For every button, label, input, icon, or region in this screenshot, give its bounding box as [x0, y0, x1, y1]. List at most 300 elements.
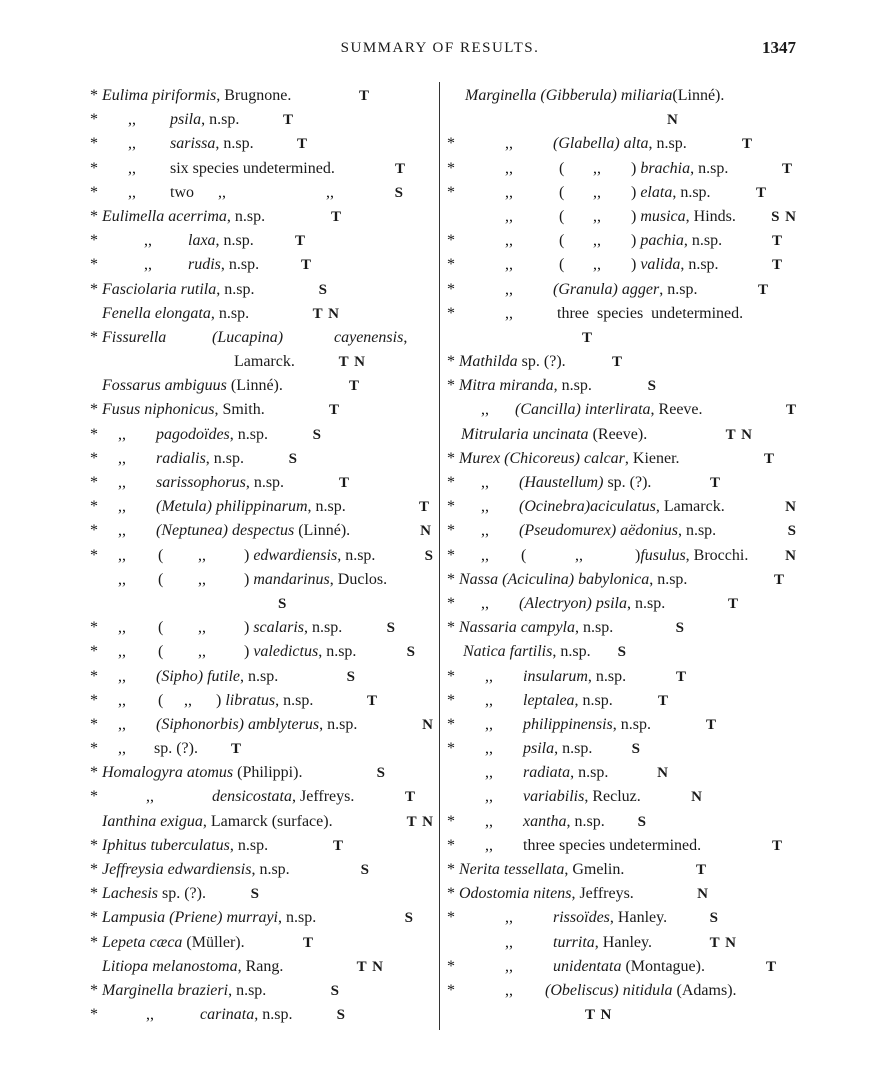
ditto-mark: ,,: [485, 691, 493, 709]
entry: [88, 955, 434, 979]
ditto-mark: ,,: [575, 546, 583, 564]
subgenus-name: (Pseudomurex): [519, 522, 617, 540]
entry: [445, 689, 797, 713]
entry-text: sp. (?).: [154, 740, 198, 758]
new-species-marker: *: [447, 691, 455, 709]
entry: [88, 229, 434, 253]
subgenus-name: (Priene): [169, 909, 223, 927]
authority: (Linné).: [294, 522, 351, 540]
authority: Lamarck.: [234, 353, 295, 371]
locality-flag: T: [773, 571, 785, 588]
locality-flag: N: [691, 789, 703, 806]
entry: [88, 181, 434, 205]
locality-flag: S: [318, 281, 328, 298]
species-name: rissoïdes: [553, 909, 610, 927]
locality-flag: T: [296, 136, 308, 153]
entry: [445, 84, 797, 108]
paren-close: ): [244, 546, 250, 564]
ditto-mark: ,,: [505, 232, 513, 250]
new-species-marker: *: [90, 207, 98, 225]
entry: [88, 931, 434, 955]
entry: [88, 278, 434, 302]
species-name: Fenella elongata: [102, 304, 211, 322]
authority: , Hinds.: [685, 207, 736, 225]
authority: , n.sp.: [575, 619, 614, 637]
new-species-marker: *: [90, 715, 98, 733]
new-species-marker: *: [447, 909, 455, 927]
entry: [88, 906, 434, 930]
new-species-marker: *: [90, 764, 98, 782]
new-species-marker: *: [90, 981, 98, 999]
entry: [445, 423, 797, 447]
genus-name: Fissurella: [102, 328, 167, 346]
entry: [445, 955, 797, 979]
authority: , Smith.: [214, 401, 265, 419]
new-species-marker: *: [447, 232, 455, 250]
genus-name: Nassa: [459, 570, 499, 588]
new-species-marker: *: [90, 691, 98, 709]
ditto-mark: ,,: [198, 570, 206, 588]
running-title: SUMMARY OF RESULTS.: [340, 40, 540, 56]
species-name: cayenensis: [334, 328, 404, 346]
locality-flag: S: [346, 668, 356, 685]
species-name: musica: [640, 207, 686, 225]
species-name: nitidula: [622, 981, 673, 999]
paren-close: ): [244, 643, 250, 661]
ditto-mark: ,,: [144, 256, 152, 274]
subgenus-name: (Aciculina): [502, 570, 575, 588]
species-name: xantha: [523, 812, 567, 830]
new-species-marker: *: [90, 909, 98, 927]
entry-continuation: [445, 326, 797, 350]
locality-flag: S: [250, 886, 260, 903]
locality-flag: S N: [771, 208, 797, 225]
entry: [88, 374, 434, 398]
authority: , n.sp.: [216, 280, 255, 298]
paren-open: (: [559, 159, 565, 177]
authority: (Linné).: [226, 377, 283, 395]
entry: [445, 229, 797, 253]
entry: [445, 810, 797, 834]
species-name: Marginella brazieri: [102, 981, 229, 999]
entry: [88, 810, 434, 834]
entry: [88, 858, 434, 882]
authority: , n.sp.: [240, 667, 279, 685]
ditto-mark: ,,: [198, 546, 206, 564]
authority: , n.sp.: [228, 981, 267, 999]
locality-flag: S: [637, 813, 647, 830]
entry: [88, 253, 434, 277]
authority: , Rang.: [237, 957, 284, 975]
new-species-marker: *: [447, 135, 455, 153]
species-name: sarissophorus: [156, 474, 246, 491]
authority: , n.sp.: [552, 643, 591, 661]
entry: [445, 519, 797, 543]
paren-open: (: [158, 691, 164, 709]
paren-open: (: [521, 546, 527, 564]
locality-flag: T: [394, 160, 406, 177]
ditto-mark: ,,: [481, 498, 489, 516]
locality-flag: S: [278, 595, 287, 612]
authority: , n.sp.: [229, 836, 269, 854]
locality-flag: T: [705, 716, 717, 733]
new-species-marker: *: [90, 135, 98, 153]
locality-flag: S: [617, 644, 627, 661]
authority: (Adams).: [672, 981, 737, 999]
authority: , Jeffreys.: [571, 885, 634, 903]
ditto-mark: ,,: [118, 570, 126, 588]
species-name: futile: [207, 667, 240, 685]
new-species-marker: *: [447, 546, 455, 564]
authority: , Brocchi.: [685, 546, 749, 564]
authority: , n.sp.: [553, 377, 592, 395]
new-species-marker: *: [90, 425, 98, 443]
authority: , n.sp.: [319, 715, 358, 733]
locality-flag: T N: [709, 934, 737, 951]
entry: [445, 834, 797, 858]
authority: , n.sp.: [683, 232, 723, 250]
locality-flag: S: [376, 765, 386, 782]
species-name: aciculatus: [590, 498, 656, 516]
subgenus-name: (Granula): [553, 280, 618, 298]
ditto-mark: ,,: [505, 933, 513, 951]
locality-flag: S: [336, 1007, 346, 1024]
authority: , n.sp.: [648, 135, 687, 153]
locality-flag: S: [288, 450, 298, 467]
entry: [445, 761, 797, 785]
entry: [88, 495, 434, 519]
species-name: Mitra miranda: [459, 377, 554, 395]
locality-flag: T N: [312, 305, 340, 322]
new-species-marker: *: [447, 957, 455, 975]
entry: [445, 350, 797, 374]
paren-close: ): [631, 159, 637, 177]
species-name: Litiopa melanostoma: [102, 957, 238, 975]
locality-flag: T: [366, 692, 378, 709]
ditto-mark: ,,: [485, 812, 493, 830]
entry: [88, 665, 434, 689]
authority: , Lamarck.: [655, 498, 725, 516]
ditto-mark: ,,: [485, 764, 493, 782]
entry: [445, 665, 797, 689]
subgenus-name: (Cancilla): [515, 401, 581, 419]
entry: [88, 544, 434, 568]
entry: [445, 205, 797, 229]
new-species-marker: *: [90, 232, 98, 250]
entry: [88, 157, 434, 181]
ditto-mark: ,,: [118, 546, 126, 564]
new-species-marker: *: [447, 715, 455, 733]
species-name: aëdonius: [620, 522, 678, 540]
entry: [88, 689, 434, 713]
ditto-mark: ,,: [118, 691, 126, 709]
authority: , n.sp.: [659, 280, 698, 298]
entry: [88, 132, 434, 156]
new-species-marker: *: [90, 788, 98, 806]
entry: [88, 785, 434, 809]
entry: [445, 979, 797, 1003]
locality-flag: S: [386, 620, 396, 637]
authority: , Lamarck (surface).: [202, 812, 333, 830]
new-species-marker: *: [447, 836, 455, 854]
locality-flag: N: [422, 716, 434, 733]
ditto-mark: ,,: [481, 594, 489, 612]
entry: [88, 1003, 434, 1027]
authority: , n.sp.: [307, 498, 346, 516]
entry: [88, 471, 434, 495]
ditto-mark: ,,: [218, 183, 226, 201]
authority: , Duclos.: [329, 570, 388, 588]
locality-flag: T: [741, 136, 753, 153]
ditto-mark: ,,: [481, 522, 489, 540]
species-name: miliaria: [620, 87, 673, 104]
entry: [88, 834, 434, 858]
authority: , Hanley.: [594, 933, 652, 951]
locality-flag: S: [787, 523, 797, 540]
new-species-marker: *: [90, 522, 98, 540]
ditto-mark: ,,: [505, 957, 513, 975]
entry-continuation: [88, 350, 434, 374]
column-divider: [439, 82, 440, 1030]
species-name: fusulus: [640, 546, 686, 564]
entry: [445, 858, 797, 882]
species-name: densicostata: [212, 788, 292, 806]
locality-flag: T: [358, 88, 370, 104]
entry: [445, 495, 797, 519]
subgenus-name: (Gibberula): [540, 87, 617, 104]
species-name: elata: [640, 183, 673, 201]
new-species-marker: *: [90, 474, 98, 491]
new-species-marker: *: [90, 183, 98, 201]
locality-flag: S: [709, 910, 719, 927]
new-species-marker: *: [447, 522, 455, 540]
authority: , n.sp.: [587, 667, 627, 685]
entry-text: three species undetermined.: [557, 304, 744, 322]
entry: [445, 640, 797, 664]
ditto-mark: ,,: [481, 546, 489, 564]
entry: [445, 785, 797, 809]
locality-flag: T: [771, 233, 783, 250]
authority: , n.sp.: [680, 256, 719, 274]
species-name: unidentata: [553, 957, 622, 975]
locality-flag: T: [611, 354, 623, 371]
authority: , n.sp.: [304, 619, 343, 637]
species-name: leptalea: [523, 691, 575, 709]
authority: sp. (?).: [517, 353, 566, 371]
species-name: Lachesis: [102, 885, 158, 903]
entry: [88, 302, 434, 326]
species-name: murrayi: [226, 909, 278, 927]
locality-flag: T: [300, 257, 312, 274]
species-name: radialis: [156, 449, 206, 467]
authority: , n.sp.: [215, 232, 254, 250]
locality-flag: S: [675, 620, 685, 637]
authority: , n.sp.: [215, 135, 254, 153]
ditto-mark: ,,: [485, 740, 493, 758]
authority: , Gmelin.: [564, 861, 625, 878]
species-name: turrita: [553, 933, 595, 951]
authority: , n.sp.: [566, 812, 605, 830]
species-name: variabilis: [523, 788, 585, 806]
locality-flag: T: [755, 184, 767, 201]
authority: , n.sp.: [318, 643, 357, 661]
ditto-mark: ,,: [128, 111, 136, 129]
locality-flag: S: [312, 426, 322, 443]
entry: [445, 253, 797, 277]
species-name: radiata: [523, 764, 571, 782]
locality-flag: T N: [406, 813, 434, 830]
new-species-marker: *: [447, 353, 455, 371]
new-species-marker: *: [447, 449, 455, 467]
paren-close: ): [635, 546, 641, 564]
entry: [88, 737, 434, 761]
new-species-marker: *: [90, 401, 98, 419]
subgenus-name: (Lucapina): [212, 328, 284, 346]
entry: [88, 979, 434, 1003]
locality-flag: N: [785, 547, 797, 564]
entry: [88, 108, 434, 132]
entry: [445, 568, 797, 592]
locality-flag: T N: [338, 354, 366, 371]
locality-flag: S: [330, 982, 340, 999]
locality-flag: T: [230, 741, 242, 758]
ditto-mark: ,,: [505, 304, 513, 322]
species-name: Ianthina exigua: [102, 812, 203, 830]
locality-flag: N: [657, 765, 669, 782]
locality-flag: S: [647, 378, 657, 395]
subgenus-name: (Alectryon): [519, 594, 592, 612]
ditto-mark: ,,: [128, 183, 136, 201]
ditto-mark: ,,: [118, 740, 126, 758]
new-species-marker: *: [90, 619, 98, 637]
species-name: rudis: [188, 256, 221, 274]
authority: , n.sp.: [226, 207, 266, 225]
authority: , n.sp.: [205, 449, 245, 467]
new-species-marker: *: [90, 885, 98, 903]
entry: [88, 568, 434, 592]
new-species-marker: *: [90, 933, 98, 951]
ditto-mark: ,,: [118, 474, 126, 491]
locality-flag: T: [282, 112, 294, 129]
species-name: Eulima piriformis: [102, 87, 217, 104]
species-name: babylonica: [578, 570, 650, 588]
locality-flag: T: [757, 281, 769, 298]
new-species-marker: *: [447, 280, 455, 298]
new-species-marker: *: [90, 740, 98, 758]
ditto-mark: ,,: [198, 619, 206, 637]
new-species-marker: *: [447, 981, 455, 999]
authority: , n.sp.: [229, 425, 269, 443]
authority: , Reeve.: [650, 401, 703, 419]
ditto-mark: ,,: [481, 474, 489, 491]
species-name: Fasciolaria rutila: [102, 280, 217, 298]
species-name: scalaris: [253, 619, 304, 637]
entry: [445, 737, 797, 761]
authority: , n.sp.: [275, 691, 314, 709]
punctuation: ,: [403, 328, 408, 346]
authority: , n.sp.: [210, 304, 250, 322]
new-species-marker: *: [447, 183, 455, 201]
paren-open: (: [559, 207, 565, 225]
ditto-mark: ,,: [505, 280, 513, 298]
ditto-mark: ,,: [118, 643, 126, 661]
ditto-mark: ,,: [485, 715, 493, 733]
authority: , n.sp.: [254, 1006, 293, 1024]
authority: , n.sp.: [690, 159, 729, 177]
new-species-marker: *: [90, 546, 98, 564]
new-species-marker: *: [447, 594, 455, 612]
authority: , n.sp.: [672, 183, 711, 201]
ditto-mark: ,,: [144, 232, 152, 250]
species-name: insularum: [523, 667, 588, 685]
subgenus-name: (Chicoreus): [504, 449, 581, 467]
species-name: Nerita tessellata: [459, 861, 565, 878]
species-name: Odostomia nitens: [459, 885, 572, 903]
ditto-mark: ,,: [118, 619, 126, 637]
species-name: pachia: [640, 232, 684, 250]
paren-open: (: [158, 619, 164, 637]
new-species-marker: *: [447, 159, 455, 177]
new-species-marker: *: [447, 498, 455, 516]
new-species-marker: *: [90, 280, 98, 298]
subgenus-name: (Haustellum): [519, 474, 604, 491]
ditto-mark: ,,: [118, 498, 126, 516]
species-name: Fusus niphonicus: [102, 401, 215, 419]
species-name: Mathilda: [459, 353, 518, 371]
entry: [445, 882, 797, 906]
paren-open: (: [158, 643, 164, 661]
species-name: interlirata: [584, 401, 651, 419]
authority: , n.sp.: [278, 909, 317, 927]
locality-flag: N: [785, 499, 797, 516]
ditto-mark: ,,: [505, 159, 513, 177]
new-species-marker: *: [447, 377, 455, 395]
species-name: psila: [595, 594, 627, 612]
locality-flag: S: [631, 741, 641, 758]
locality-flag: N: [697, 886, 709, 903]
entry: [88, 447, 434, 471]
species-name: carinata: [200, 1006, 255, 1024]
new-species-marker: *: [447, 256, 455, 274]
authority: , n.sp.: [554, 740, 593, 758]
subgenus-name: (Neptunea): [156, 522, 228, 540]
new-species-marker: *: [447, 861, 455, 878]
locality-flag: T: [709, 475, 721, 491]
species-name: Jeffreysia edwardiensis: [102, 861, 252, 878]
species-name: despectus: [231, 522, 295, 540]
locality-flag: T: [727, 595, 739, 612]
entry: [445, 181, 797, 205]
locality-flag: T: [330, 208, 342, 225]
entry: [88, 761, 434, 785]
new-species-marker: *: [447, 812, 455, 830]
authority: , n.sp.: [612, 715, 652, 733]
paren-open: (: [559, 183, 565, 201]
ditto-mark: ,,: [118, 449, 126, 467]
authority: , n.sp.: [677, 522, 717, 540]
authority: , n.sp.: [626, 594, 666, 612]
paren-close: ): [631, 207, 637, 225]
subgenus-name: (Ocinebra): [519, 498, 591, 516]
species-name: amblyterus: [248, 715, 320, 733]
ditto-mark: ,,: [505, 981, 513, 999]
locality-flag: T: [657, 692, 669, 709]
locality-flag: T: [348, 378, 360, 395]
entry: [445, 906, 797, 930]
paren-open: (: [158, 570, 164, 588]
authority: (Linné).: [672, 87, 725, 104]
entry: [88, 713, 434, 737]
